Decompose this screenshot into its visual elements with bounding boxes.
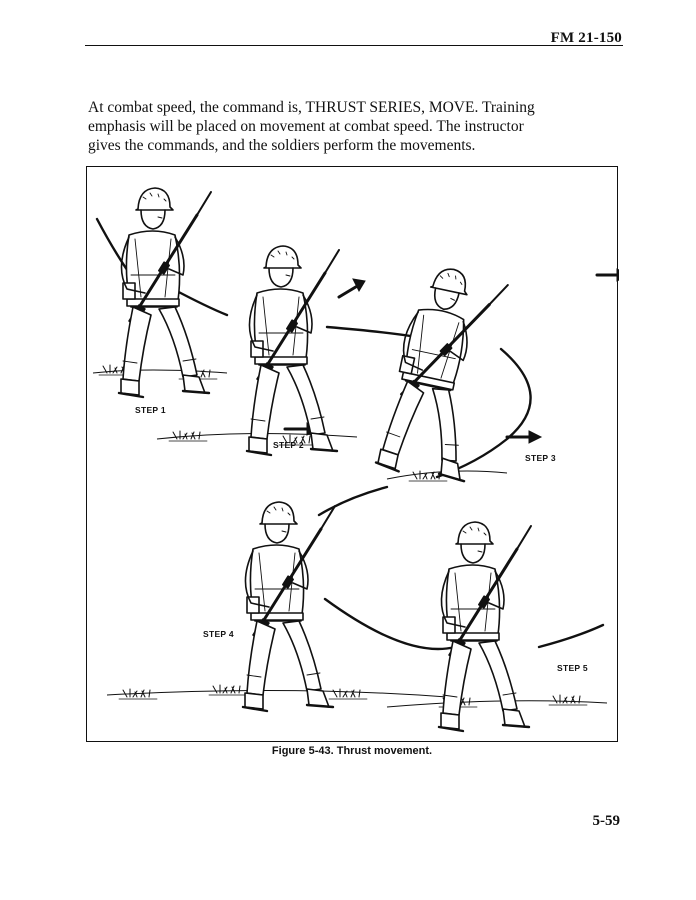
soldier-step-2 xyxy=(247,246,339,455)
step-3-label: STEP 3 xyxy=(525,453,556,463)
step-4-label: STEP 4 xyxy=(203,629,234,639)
soldier-step-4 xyxy=(243,502,335,711)
step-1-label: STEP 1 xyxy=(135,405,166,415)
soldier-step-1 xyxy=(119,188,211,397)
page-number: 5-59 xyxy=(592,813,620,829)
soldier-step-5 xyxy=(439,522,531,731)
header-rule xyxy=(85,45,623,46)
step-5-label: STEP 5 xyxy=(557,663,588,673)
step-2-label: STEP 2 xyxy=(273,440,304,450)
figure-frame xyxy=(86,166,618,742)
body-paragraph: At combat speed, the command is, THRUST SERIES, MOVE. Training emphasis will be placed on movement at combat speed. The instructor gives the commands, and the soldiers perform the movements. xyxy=(88,99,535,154)
figure-caption: Figure 5-43. Thrust movement. xyxy=(271,745,433,757)
manual-id-header: FM 21-150 xyxy=(550,30,622,46)
